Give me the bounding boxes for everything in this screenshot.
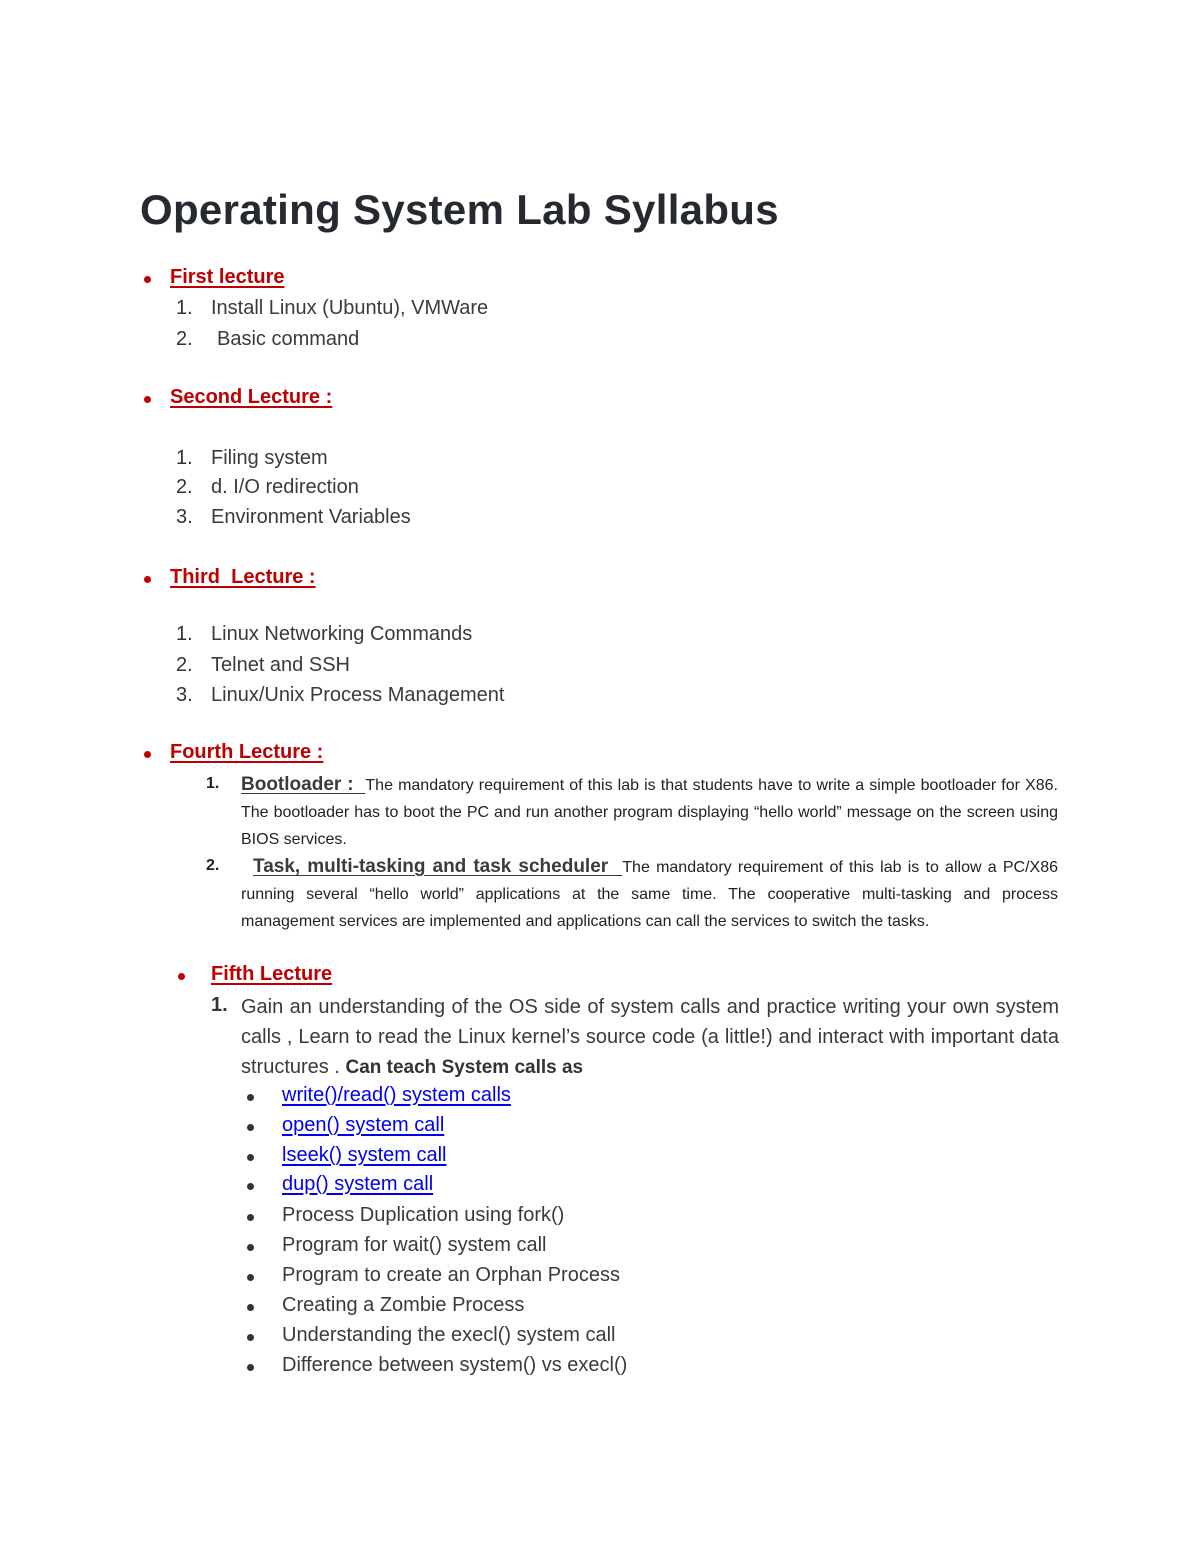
list-number: 2.	[176, 328, 193, 350]
bullet-icon	[178, 973, 185, 980]
list-item: d. I/O redirection	[211, 476, 359, 498]
bullet-icon	[247, 1124, 254, 1131]
fourth-lecture-heading: Fourth Lecture :	[170, 741, 324, 763]
list-number: 1.	[206, 775, 220, 792]
bullet-icon	[144, 751, 151, 758]
list-number: 2.	[206, 857, 220, 874]
list-item: Linux Networking Commands	[211, 623, 473, 645]
bullet-icon	[144, 576, 151, 583]
list-item: Environment Variables	[211, 506, 411, 528]
task-scheduler-title: Task, multi-tasking and task scheduler	[253, 856, 623, 877]
link-open[interactable]: open() system call	[282, 1114, 445, 1136]
list-number: 1.	[176, 297, 193, 319]
list-item: Program for wait() system call	[282, 1234, 547, 1256]
fifth-intro-bold: Can teach System calls as	[345, 1057, 584, 1078]
bootloader-title: Bootloader :	[241, 774, 366, 795]
bullet-icon	[247, 1334, 254, 1341]
second-lecture-heading: Second Lecture :	[170, 386, 333, 408]
bullet-icon	[144, 276, 151, 283]
list-number: 1.	[211, 994, 228, 1016]
bullet-icon	[247, 1274, 254, 1281]
bullet-icon	[247, 1214, 254, 1221]
fifth-lecture-heading: Fifth Lecture	[211, 963, 333, 985]
link-lseek[interactable]: lseek() system call	[282, 1144, 447, 1166]
bullet-icon	[144, 396, 151, 403]
bootloader-text: The mandatory requirement of this lab is that students have to write a simple bootloader for X86. The bootloader has to boot the PC and run another program displaying “hello world” message on the screen using BIOS services.	[241, 777, 1058, 848]
list-number: 1.	[176, 447, 193, 469]
bullet-icon	[247, 1364, 254, 1371]
list-item: Creating a Zombie Process	[282, 1294, 525, 1316]
bullet-icon	[247, 1154, 254, 1161]
list-item: Linux/Unix Process Management	[211, 684, 505, 706]
first-lecture-heading: First lecture	[170, 266, 285, 288]
fifth-intro-paragraph	[241, 992, 1059, 1083]
bullet-icon	[247, 1244, 254, 1251]
list-item: Basic command	[217, 328, 360, 350]
list-number: 3.	[176, 506, 193, 528]
link-dup[interactable]: dup() system call	[282, 1173, 434, 1195]
bootloader-paragraph	[241, 771, 1058, 853]
bullet-icon	[247, 1094, 254, 1101]
list-number: 2.	[176, 654, 193, 676]
list-number: 2.	[176, 476, 193, 498]
task-scheduler-text: The mandatory requirement of this lab is to allow a PC/X86 running several “hello world” applications at the same time. The cooperative multi-tasking and process management services are implemented and applications can call the services to switch the tasks.	[241, 859, 1058, 930]
task-scheduler-paragraph	[241, 853, 1058, 935]
list-item: Understanding the execl() system call	[282, 1324, 616, 1346]
fifth-intro-text: Gain an understanding of the OS side of system calls and practice writing your own system calls , Learn to read the Linux kernel’s source code (a little!) and interact with important data structures .	[241, 996, 1059, 1078]
list-item: Telnet and SSH	[211, 654, 350, 676]
list-number: 3.	[176, 684, 193, 706]
list-item: Difference between system() vs execl()	[282, 1354, 628, 1376]
list-item: Filing system	[211, 447, 328, 469]
list-item: Program to create an Orphan Process	[282, 1264, 620, 1286]
list-item: Process Duplication using fork()	[282, 1204, 565, 1226]
list-number: 1.	[176, 623, 193, 645]
third-lecture-heading: Third Lecture :	[170, 566, 316, 588]
bullet-icon	[247, 1183, 254, 1190]
bullet-icon	[247, 1304, 254, 1311]
list-item: Install Linux (Ubuntu), VMWare	[211, 297, 489, 319]
link-write-read[interactable]: write()/read() system calls	[282, 1084, 511, 1106]
page-title: Operating System Lab Syllabus	[140, 186, 779, 233]
